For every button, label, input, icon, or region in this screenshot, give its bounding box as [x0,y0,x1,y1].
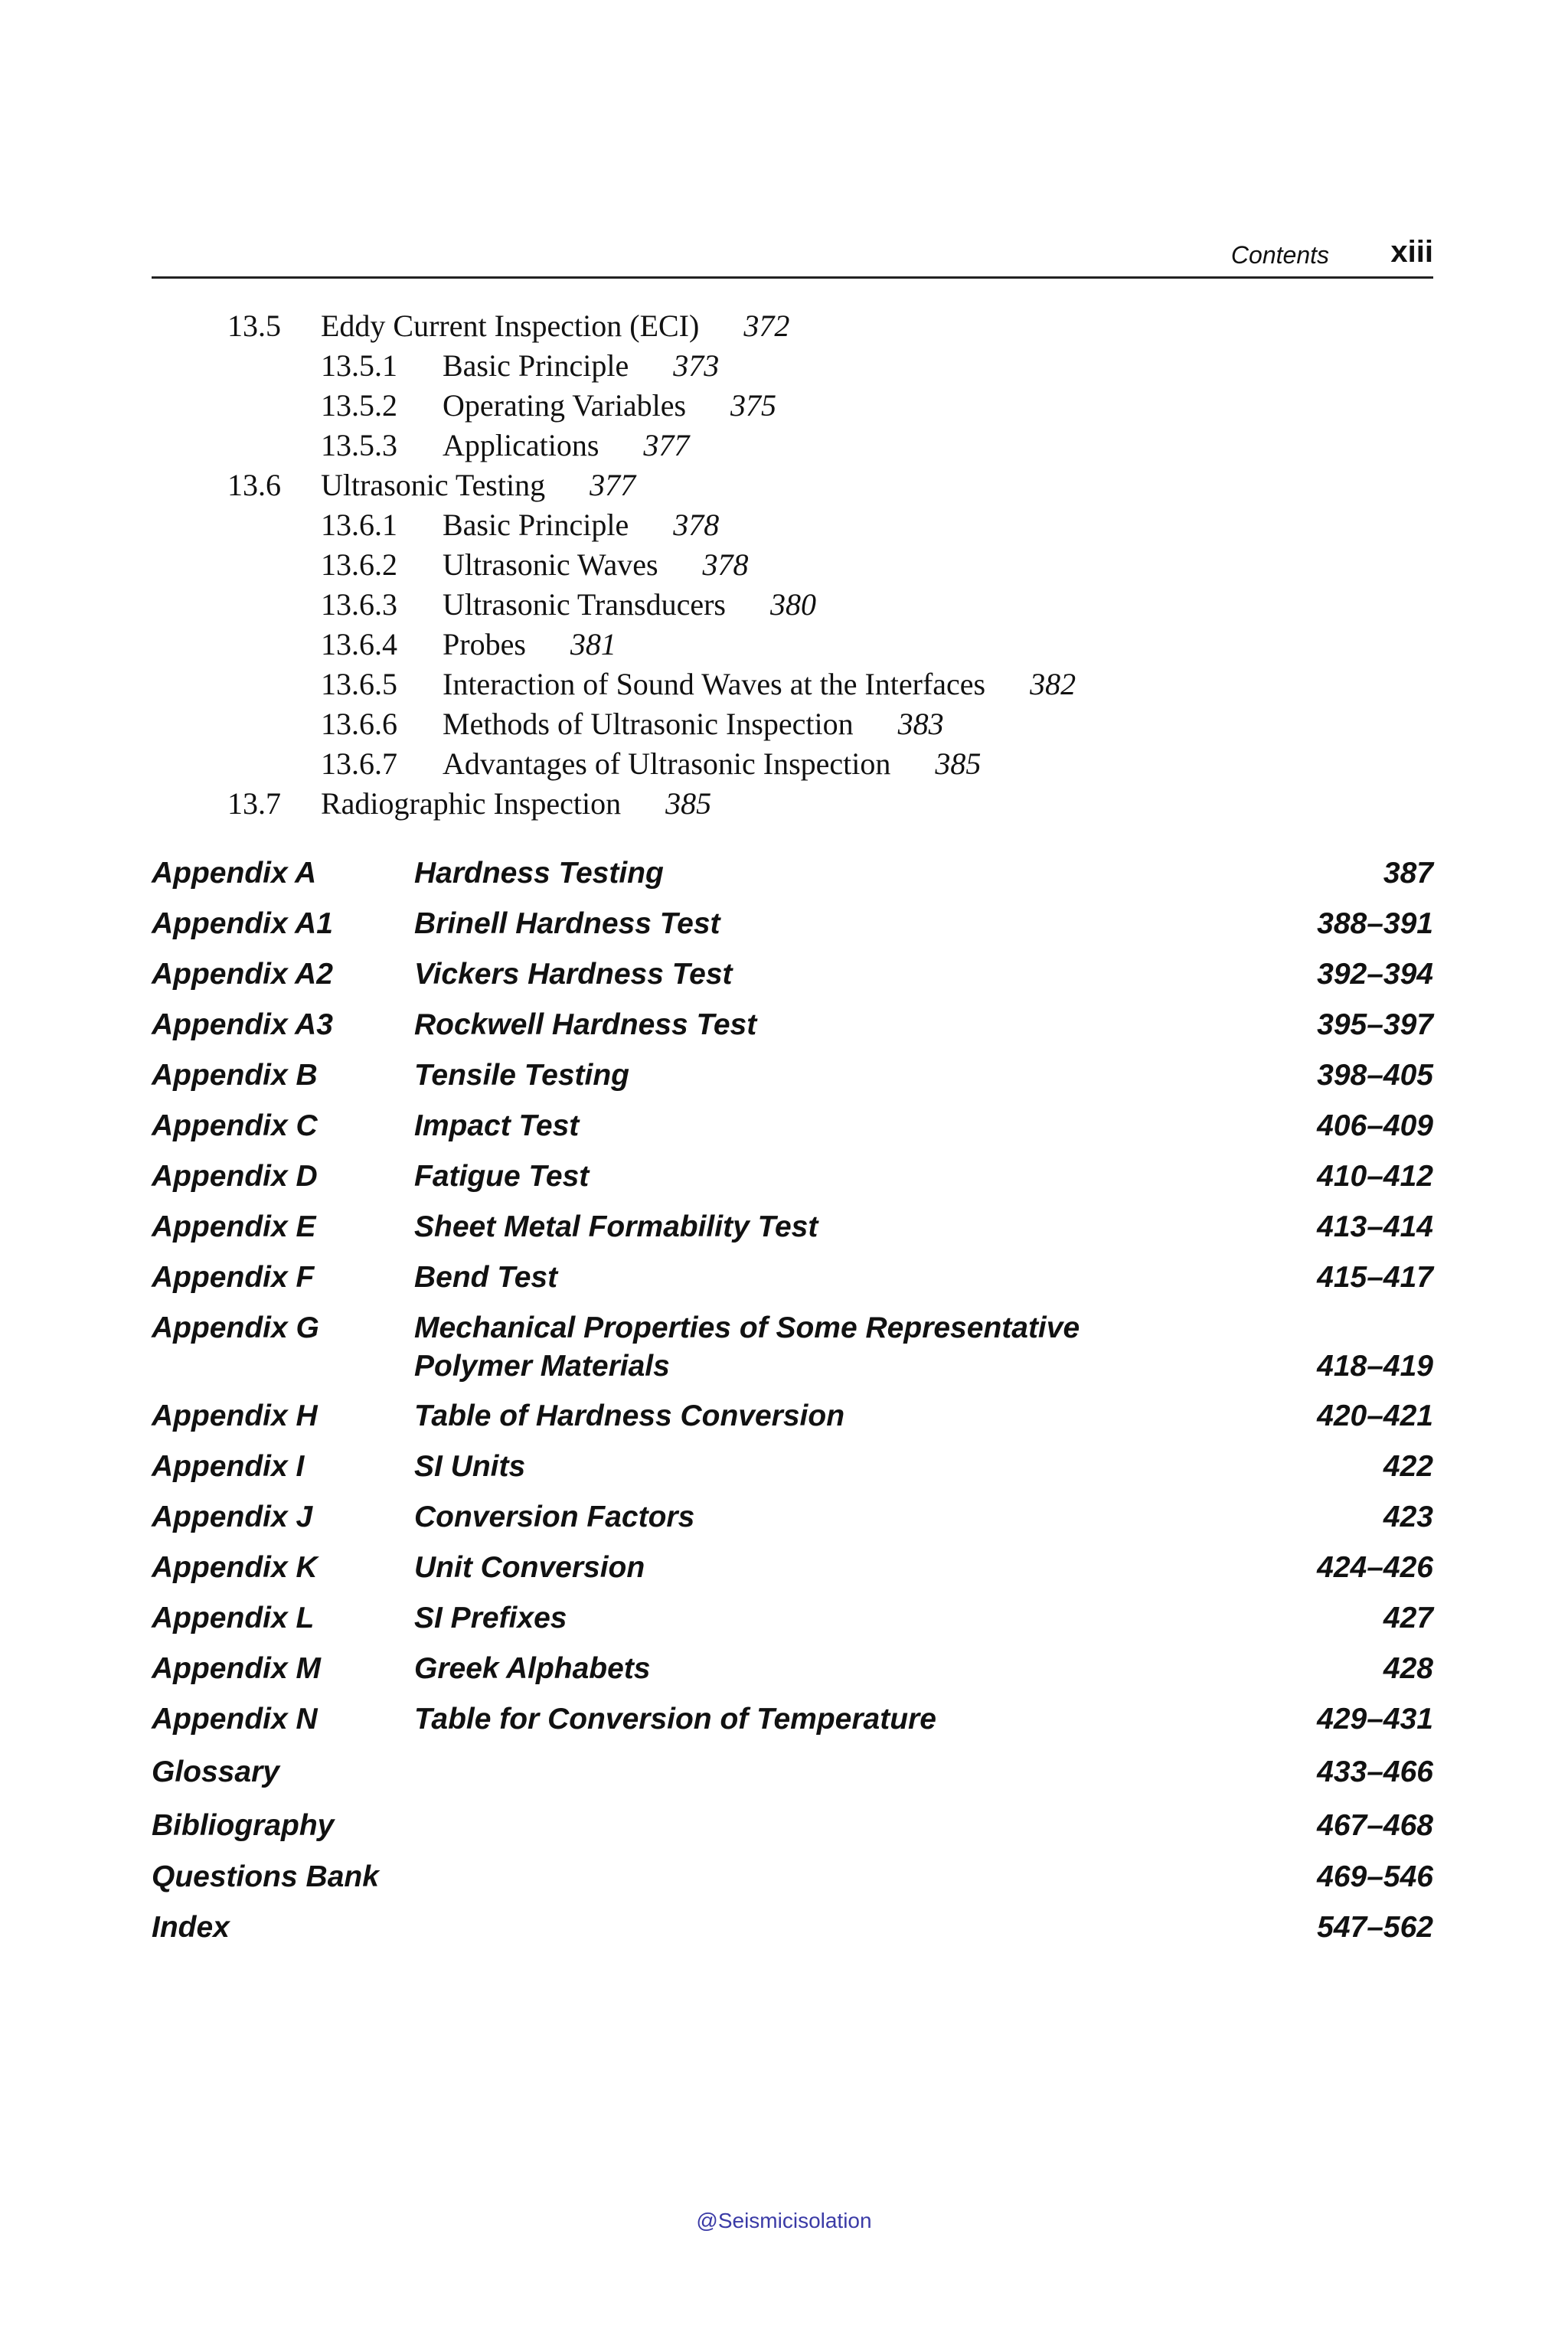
toc-appendix-entry[interactable] [152,955,1433,994]
toc-appendix-entry[interactable] [152,1599,1433,1638]
appendix-pages: 388–391 [1317,907,1433,940]
section-page: 375 [730,388,777,423]
section-title: Ultrasonic Testing [321,468,546,502]
appendix-label: Appendix K [152,1551,318,1584]
section-title: Operating Variables [443,388,687,423]
appendix-pages: 418–419 [1317,1350,1433,1383]
appendix-title: Rockwell Hardness Test [414,1008,757,1041]
appendix-pages: 410–412 [1317,1160,1433,1193]
backmatter-label: Questions Bank [152,1860,379,1893]
section-number: 13.6.6 [321,707,397,741]
section-page: 385 [935,746,982,781]
toc-appendix-entry[interactable] [152,1549,1433,1587]
appendix-title: Vickers Hardness Test [414,958,733,991]
section-page: 385 [665,786,712,821]
appendix-title: SI Prefixes [414,1602,567,1634]
toc-appendix-entry[interactable] [152,905,1433,943]
section-number: 13.6.7 [321,746,397,781]
toc-appendix-entry[interactable] [152,1107,1433,1145]
toc-backmatter-entry[interactable] [152,1858,1433,1896]
toc-appendix-entry[interactable] [152,1700,1433,1739]
appendix-label: Appendix A [152,857,317,890]
appendix-title-line2: Polymer Materials [414,1350,670,1383]
section-title: Ultrasonic Waves [443,547,658,582]
toc-appendix-entry[interactable] [152,1259,1433,1297]
section-number: 13.6.4 [321,627,397,661]
running-header-label: Contents [1230,241,1329,269]
backmatter-label: Index [152,1911,230,1944]
toc-appendix-entry[interactable] [152,1309,1433,1383]
appendix-title: Greek Alphabets [414,1652,651,1685]
section-page: 373 [673,348,720,383]
appendix-pages: 413–414 [1317,1210,1433,1243]
backmatter-pages: 433–466 [1317,1755,1433,1788]
appendix-pages: 415–417 [1317,1261,1433,1294]
appendix-label: Appendix C [152,1109,318,1142]
section-page: 381 [570,627,616,661]
section-number: 13.6.3 [321,587,397,622]
appendix-title: SI Units [414,1450,526,1483]
backmatter-pages: 467–468 [1317,1809,1433,1842]
section-page: 372 [743,309,790,343]
toc-backmatter-entry[interactable] [152,1909,1433,1947]
section-number: 13.5 [227,309,281,343]
appendix-label: Appendix N [152,1703,318,1736]
appendix-pages: 423 [1383,1501,1433,1533]
appendix-label: Appendix G [152,1311,319,1344]
appendix-label: Appendix A1 [152,907,333,940]
section-number: 13.5.3 [321,428,397,462]
section-title: Advantages of Ultrasonic Inspection [443,746,891,781]
appendix-pages: 429–431 [1317,1703,1433,1736]
section-page: 377 [643,428,690,462]
section-number: 13.5.1 [321,348,397,383]
appendix-title: Tensile Testing [414,1059,629,1092]
appendix-title: Table of Hardness Conversion [414,1399,845,1432]
appendix-title: Bend Test [414,1261,558,1294]
watermark-footer: @Seismicisolation [696,2209,872,2232]
appendix-title: Impact Test [414,1109,580,1142]
toc-appendix-entry[interactable] [152,854,1433,893]
appendix-pages: 428 [1383,1652,1433,1685]
page-number: xiii [1390,235,1433,269]
toc-appendix-entry[interactable] [152,1448,1433,1486]
section-number: 13.6.1 [321,508,397,542]
toc-appendix-entry[interactable] [152,1158,1433,1196]
section-page: 377 [590,468,636,502]
appendix-label: Appendix D [152,1160,318,1193]
appendix-pages: 420–421 [1317,1399,1433,1432]
toc-backmatter-entry[interactable] [152,1753,1433,1791]
toc-appendix-entry[interactable] [152,1208,1433,1246]
appendix-label: Appendix E [152,1210,316,1243]
appendix-pages: 395–397 [1317,1008,1433,1041]
section-title: Applications [443,428,599,462]
appendix-label: Appendix M [152,1652,321,1685]
section-title: Basic Principle [443,508,629,542]
appendix-pages: 387 [1383,857,1433,890]
appendix-title: Table for Conversion of Temperature [414,1703,936,1736]
section-number: 13.7 [227,786,281,821]
section-title: Basic Principle [443,348,629,383]
section-title: Eddy Current Inspection (ECI) [321,309,700,343]
section-page: 378 [702,547,749,582]
appendix-title: Fatigue Test [414,1160,590,1193]
appendix-label: Appendix A2 [152,958,333,991]
appendix-label: Appendix F [152,1261,315,1294]
appendix-title: Hardness Testing [414,857,664,890]
appendix-label: Appendix L [152,1602,315,1634]
running-header [152,234,1433,279]
section-number: 13.6.5 [321,667,397,701]
appendix-title: Conversion Factors [414,1501,695,1533]
appendix-pages: 406–409 [1317,1109,1433,1142]
section-title: Probes [443,627,526,661]
appendix-label: Appendix B [152,1059,318,1092]
section-page: 378 [673,508,720,542]
appendix-title: Mechanical Properties of Some Representative [414,1311,1080,1344]
section-number: 13.6 [227,468,281,502]
section-number: 13.5.2 [321,388,397,423]
section-title: Ultrasonic Transducers [443,587,726,622]
section-page: 383 [897,707,944,741]
toc-appendix-entry[interactable] [152,1056,1433,1095]
appendix-label: Appendix A3 [152,1008,333,1041]
toc-appendix-entry[interactable] [152,1498,1433,1537]
section-title: Interaction of Sound Waves at the Interfaces [443,667,986,701]
section-page: 382 [1030,667,1076,701]
toc-backmatter-entry[interactable] [152,1807,1433,1845]
section-title: Radiographic Inspection [321,786,622,821]
appendix-title: Sheet Metal Formability Test [414,1210,818,1243]
toc-appendix-entry[interactable] [152,1650,1433,1688]
appendix-title: Unit Conversion [414,1551,645,1584]
backmatter-label: Glossary [152,1755,279,1788]
appendix-label: Appendix H [152,1399,318,1432]
appendix-pages: 427 [1383,1602,1433,1634]
backmatter-label: Bibliography [152,1809,335,1842]
appendix-pages: 424–426 [1317,1551,1433,1584]
appendix-label: Appendix I [152,1450,305,1483]
appendix-pages: 398–405 [1317,1059,1433,1092]
backmatter-pages: 469–546 [1317,1860,1433,1893]
appendix-title: Brinell Hardness Test [414,907,720,940]
section-page: 380 [769,587,816,622]
section-title: Methods of Ultrasonic Inspection [443,707,854,741]
appendix-pages: 392–394 [1317,958,1433,991]
appendix-pages: 422 [1383,1450,1433,1483]
appendix-label: Appendix J [152,1501,313,1533]
backmatter-pages: 547–562 [1317,1911,1433,1944]
toc-appendix-entry[interactable] [152,1006,1433,1044]
section-number: 13.6.2 [321,547,397,582]
toc-appendix-entry[interactable] [152,1397,1433,1435]
